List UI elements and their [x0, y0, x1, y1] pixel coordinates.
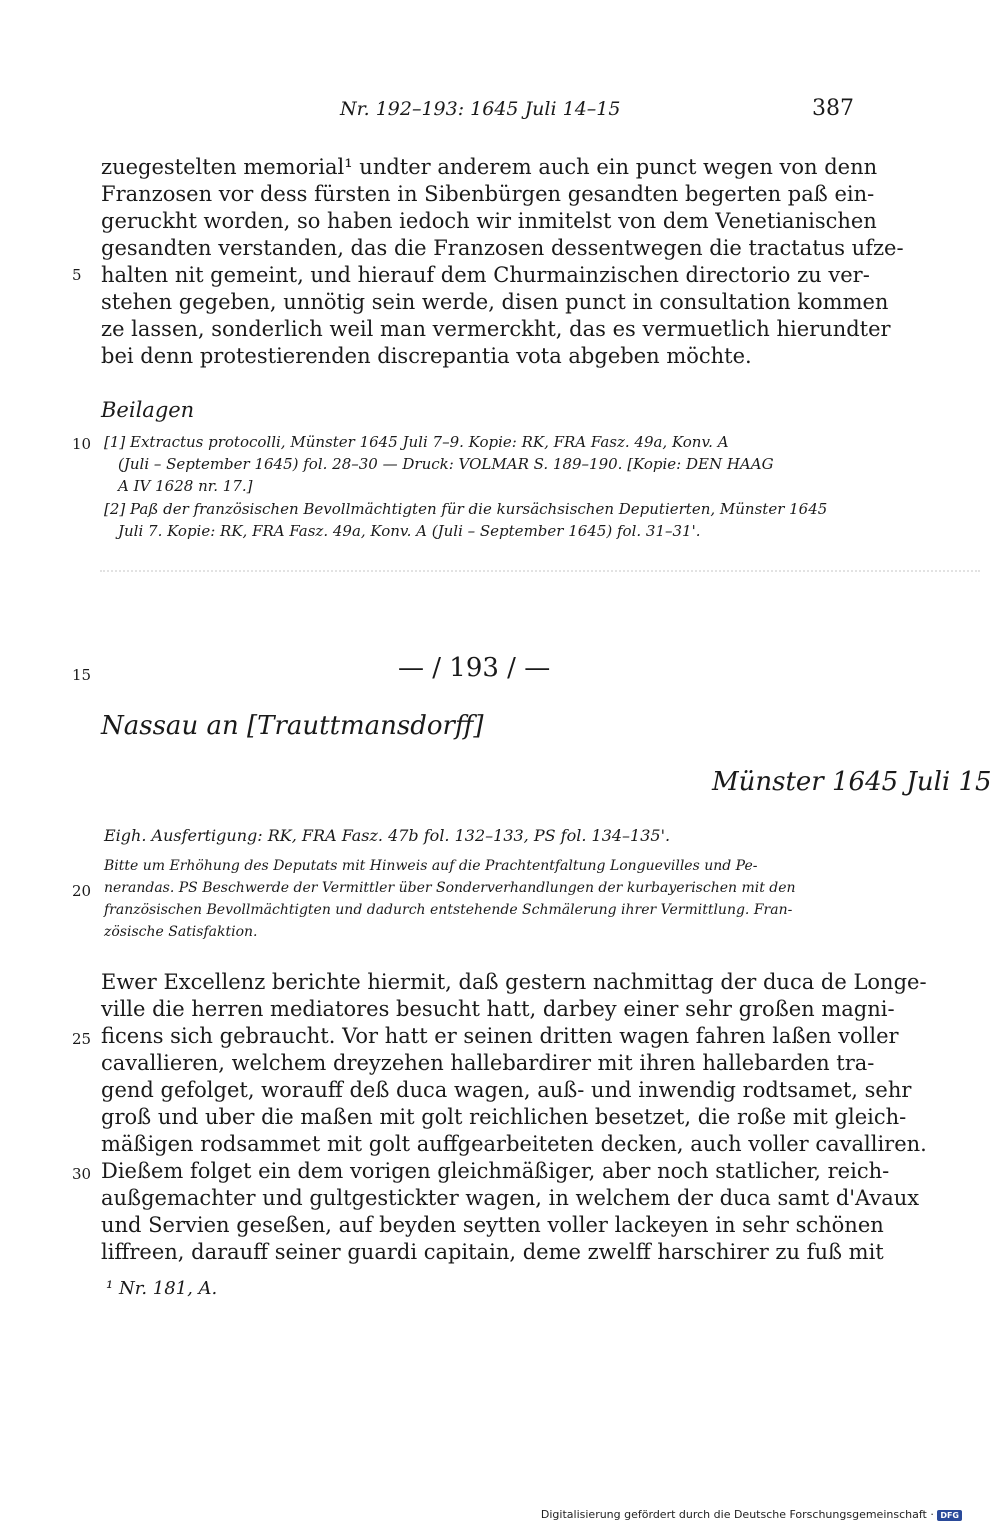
beilage-line: Juli 7. Kopie: RK, FRA Fasz. 49a, Konv. A (Juli – September 1645) fol. 31–31'.: [118, 522, 701, 540]
text-line: stehen gegeben, unnötig sein werde, disen punct in consultation kommen: [101, 290, 889, 314]
footnote: ¹ Nr. 181, A.: [106, 1278, 218, 1299]
beilagen-heading: Beilagen: [101, 398, 195, 422]
beilage-line: (Juli – September 1645) fol. 28–30 — Druck: VOLMAR S. 189–190. [Kopie: DEN HAAG: [118, 455, 774, 473]
line-number: 10: [72, 435, 92, 453]
text-line: mäßigen rodsammet mit golt auffgearbeiteten decken, auch voller cavalliren.: [101, 1132, 927, 1156]
text-line: groß und uber die maßen mit golt reichlichen besetzet, die roße mit gleich-: [101, 1105, 907, 1129]
dfg-logo: DFG: [937, 1510, 962, 1521]
text-line: Franzosen vor dess fürsten in Sibenbürgen gesandten begerten paß ein-: [101, 182, 875, 206]
footer-text: Digitalisierung gefördert durch die Deutsche Forschungsgemeinschaft ·: [540, 1508, 934, 1521]
page-number: 387: [812, 96, 854, 121]
digitization-footer: [541, 1508, 962, 1521]
text-line: geruckht worden, so haben iedoch wir inmitelst von dem Venetianischen: [101, 209, 877, 233]
line-number: 25: [72, 1030, 92, 1048]
running-header-title: Nr. 192–193: 1645 Juli 14–15: [340, 98, 621, 120]
text-line: cavallieren, welchem dreyzehen hallebardirer mit ihren hallebarden tra-: [101, 1051, 875, 1075]
line-number: 20: [72, 882, 92, 900]
text-line: Ewer Excellenz berichte hiermit, daß gestern nachmittag der duca de Longe-: [101, 970, 927, 994]
line-number: 30: [72, 1165, 92, 1183]
regest-line: zösische Satisfaktion.: [104, 924, 258, 940]
text-line: halten nit gemeint, und hierauf dem Churmainzischen directorio zu ver-: [101, 263, 870, 287]
text-line: zuegestelten memorial¹ undter anderem auch ein punct wegen von denn: [101, 155, 878, 179]
text-line: und Servien geseßen, auf beyden seytten voller lackeyen in sehr schönen: [101, 1213, 884, 1237]
line-number: 5: [72, 266, 82, 284]
text-line: außgemachter und gultgestickter wagen, in welchem der duca samt d'Avaux: [101, 1186, 920, 1210]
document-title: Nassau an [Trauttmansdorff]: [101, 711, 484, 741]
document-place-date: Münster 1645 Juli 15: [712, 767, 992, 797]
text-line: ficens sich gebraucht. Vor hatt er seinen dritten wagen fahren laßen voller: [101, 1024, 899, 1048]
beilage-line: [1] Extractus protocolli, Münster 1645 Juli 7–9. Kopie: RK, FRA Fasz. 49a, Konv. A: [104, 433, 729, 451]
text-line: gend gefolget, worauff deß duca wagen, auß- und inwendig rodtsamet, sehr: [101, 1078, 912, 1102]
regest-line: Bitte um Erhöhung des Deputats mit Hinweis auf die Prachtentfaltung Longuevilles und Pe-: [104, 858, 758, 874]
text-line: Dießem folget ein dem vorigen gleichmäßiger, aber noch statlicher, reich-: [101, 1159, 890, 1183]
text-line: bei denn protestierenden discrepantia vota abgeben möchte.: [101, 344, 752, 368]
text-line: ville die herren mediatores besucht hatt, darbey einer sehr großen magni-: [101, 997, 895, 1021]
regest-line: nerandas. PS Beschwerde der Vermittler über Sonderverhandlungen der kurbayerischen mit den: [104, 880, 796, 896]
text-line: liffreen, darauff seiner guardi capitain, deme zwelff harschirer zu fuß mit: [101, 1240, 884, 1264]
regest-line: französischen Bevollmächtigten und dadurch entstehende Schmälerung ihrer Vermittlung. Fran-: [104, 902, 793, 918]
document-source: Eigh. Ausfertigung: RK, FRA Fasz. 47b fol. 132–133, PS fol. 134–135'.: [104, 826, 671, 845]
beilage-line: A IV 1628 nr. 17.]: [118, 477, 253, 495]
dotted-separator: [100, 570, 980, 572]
beilage-line: [2] Paß der französischen Bevollmächtigten für die kursächsischen Deputierten, Münster 1645: [104, 500, 828, 518]
text-line: ze lassen, sonderlich weil man vermerckht, das es vermuetlich hierundter: [101, 317, 891, 341]
document-number: — / 193 / —: [398, 653, 551, 683]
line-number: 15: [72, 666, 92, 684]
text-line: gesandten verstanden, das die Franzosen dessentwegen die tractatus ufze-: [101, 236, 904, 260]
